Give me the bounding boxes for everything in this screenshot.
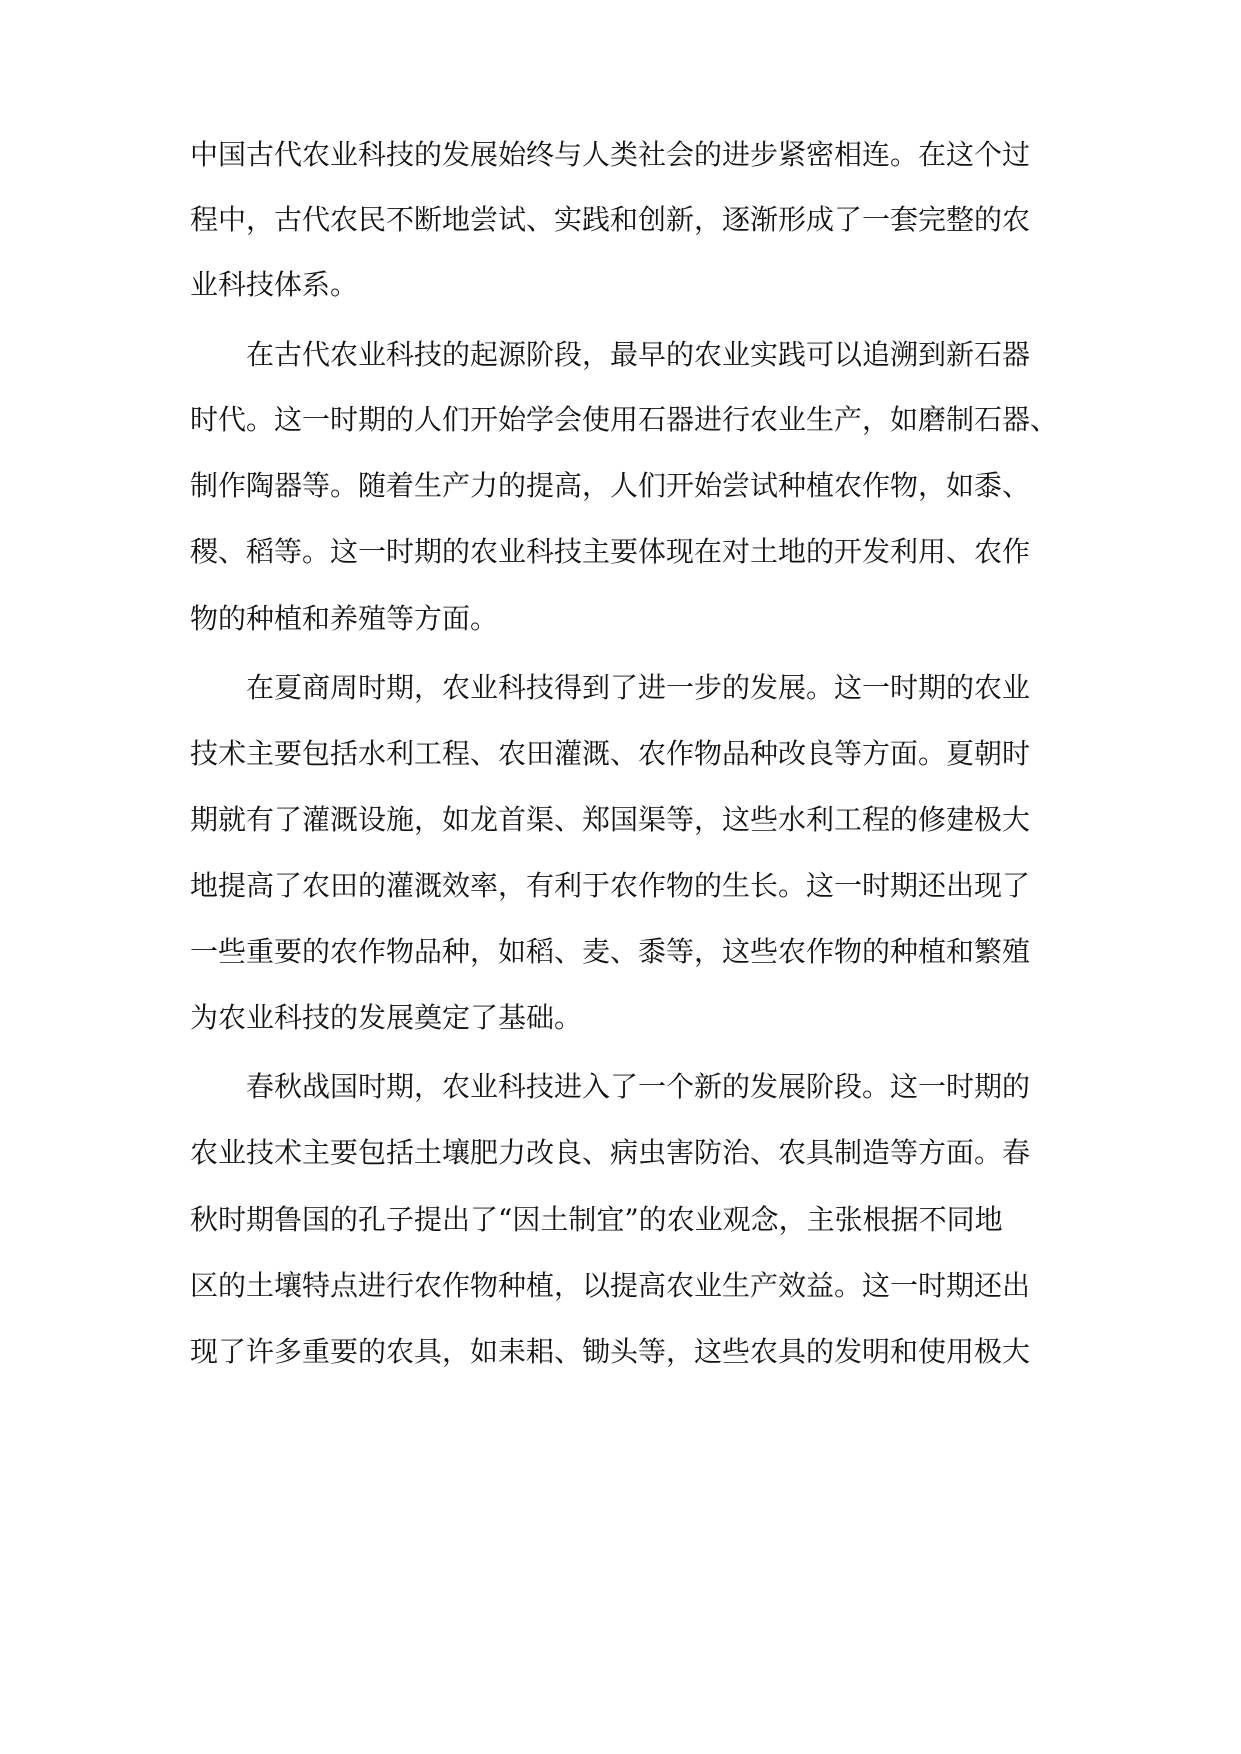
text-line: 地提高了农田的灌溉效率，有利于农作物的生长。这一时期还出现了 xyxy=(190,869,1031,902)
text-line: 程中，古代农民不断地尝试、实践和创新，逐渐形成了一套完整的农 xyxy=(190,203,1031,236)
text-line: 一些重要的农作物品种，如稻、麦、黍等，这些农作物的种植和繁殖 xyxy=(190,935,1031,968)
text-line: 时代。这一时期的人们开始学会使用石器进行农业生产，如磨制石器、 xyxy=(190,403,1059,436)
text-line: 物的种植和养殖等方面。 xyxy=(190,602,499,635)
text-line: 期就有了灌溉设施，如龙首渠、郑国渠等，这些水利工程的修建极大 xyxy=(190,803,1031,836)
text-line: 现了许多重要的农具，如耒耜、锄头等，这些农具的发明和使用极大 xyxy=(190,1335,1031,1368)
text-line: 中国古代农业科技的发展始终与人类社会的进步紧密相连。在这个过 xyxy=(190,138,1031,171)
text-line: 业科技体系。 xyxy=(190,268,359,301)
text-line: 春秋战国时期，农业科技进入了一个新的发展阶段。这一时期的 xyxy=(246,1070,1031,1103)
text-line: 农业技术主要包括土壤肥力改良、病虫害防治、农具制造等方面。春 xyxy=(190,1136,1031,1169)
text-line: 区的土壤特点进行农作物种植，以提高农业生产效益。这一时期还出 xyxy=(190,1269,1031,1302)
text-line: 技术主要包括水利工程、农田灌溉、农作物品种改良等方面。夏朝时 xyxy=(190,737,1031,770)
text-line: 在夏商周时期，农业科技得到了进一步的发展。这一时期的农业 xyxy=(246,671,1031,704)
text-line: 稷、稻等。这一时期的农业科技主要体现在对土地的开发利用、农作 xyxy=(190,535,1031,568)
text-line: 制作陶器等。随着生产力的提高，人们开始尝试种植农作物，如黍、 xyxy=(190,469,1031,502)
text-line: 为农业科技的发展奠定了基础。 xyxy=(190,1001,583,1034)
text-line: 秋时期鲁国的孔子提出了“因土制宜”的农业观念，主张根据不同地 xyxy=(190,1203,1003,1236)
text-line: 在古代农业科技的起源阶段，最早的农业实践可以追溯到新石器 xyxy=(246,338,1031,371)
